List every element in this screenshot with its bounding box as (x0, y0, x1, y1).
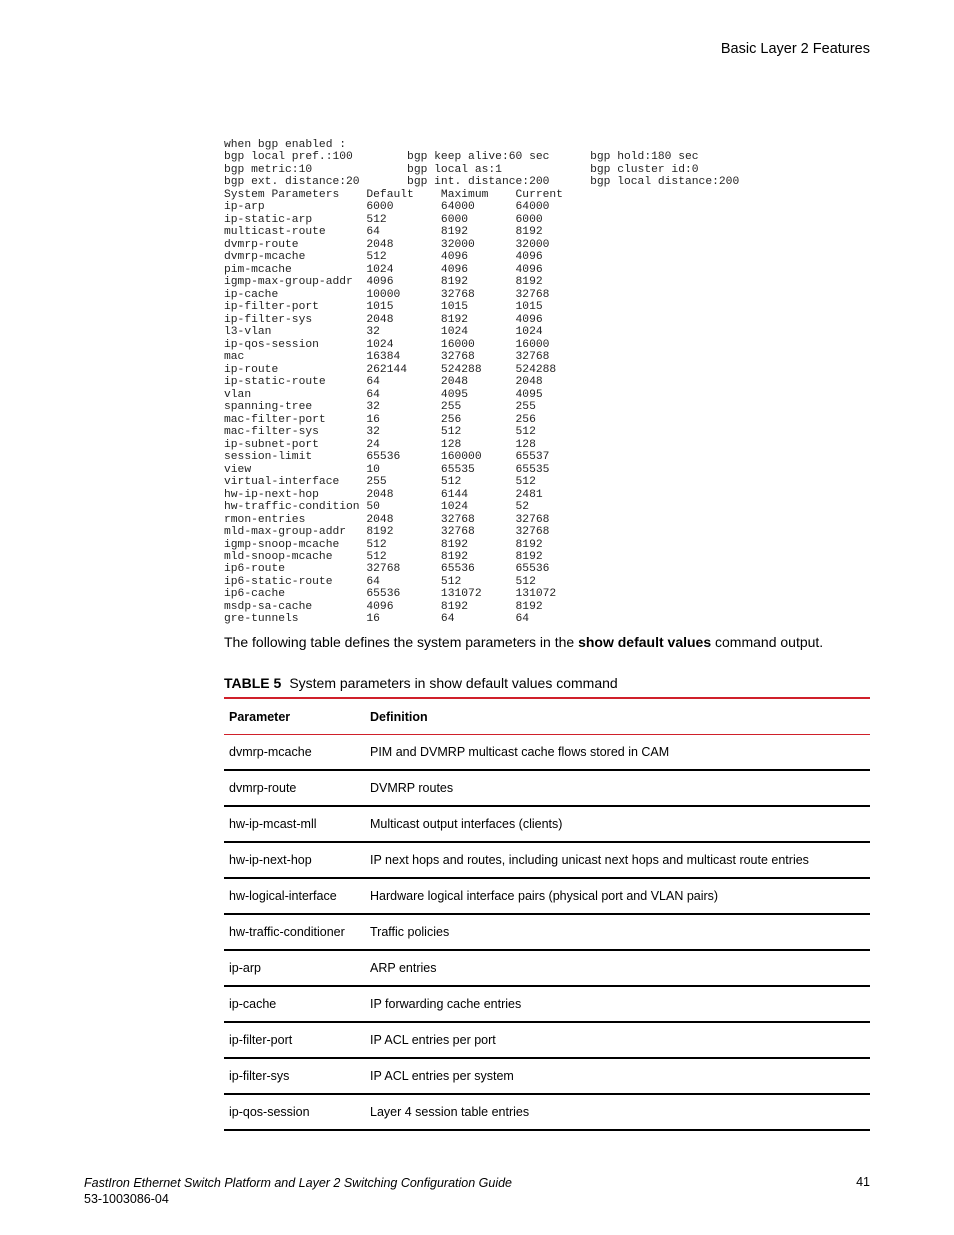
table-row (224, 914, 870, 950)
cli-line: hw-ip-next-hop 2048 6144 2481 (224, 488, 543, 501)
definition-cell: DVMRP routes (365, 770, 870, 806)
parameter-cell: dvmrp-mcache (224, 735, 365, 771)
parameter-cell: ip-arp (224, 950, 365, 986)
column-header-definition: Definition (365, 698, 870, 735)
table-header-row (224, 698, 870, 735)
cli-line: ip-static-arp 512 6000 6000 (224, 213, 543, 226)
parameter-cell: hw-logical-interface (224, 878, 365, 914)
table-row (224, 950, 870, 986)
cli-line: ip-filter-port 1015 1015 1015 (224, 301, 543, 314)
cli-line: session-limit 65536 160000 65537 (224, 451, 550, 464)
cli-line: dvmrp-route 2048 32000 32000 (224, 238, 550, 251)
cli-line: ip6-static-route 64 512 512 (224, 575, 536, 588)
running-header: Basic Layer 2 Features (720, 41, 870, 57)
definition-cell: Traffic policies (365, 914, 870, 950)
cli-line: when bgp enabled : (224, 139, 347, 151)
cli-line: bgp ext. distance:20 bgp int. distance:200 bgp local distance:200 (224, 176, 740, 189)
cli-line: multicast-route 64 8192 8192 (224, 226, 543, 239)
table-row (224, 806, 870, 842)
intro-paragraph (224, 634, 823, 650)
parameter-cell: ip-cache (224, 986, 365, 1022)
cli-line: dvmrp-mcache 512 4096 4096 (224, 251, 543, 264)
table-row (224, 1058, 870, 1094)
cli-line: spanning-tree 32 255 255 (224, 401, 536, 414)
parameter-cell: hw-traffic-conditioner (224, 914, 365, 950)
cli-line: ip6-route 32768 65536 65536 (224, 563, 550, 576)
parameter-cell: hw-ip-next-hop (224, 842, 365, 878)
intro-text-before: The following table defines the system parameters in the (224, 634, 579, 650)
definition-cell: IP next hops and routes, including unicast next hops and multicast route entries (365, 842, 870, 878)
parameter-cell: hw-ip-mcast-mll (224, 806, 365, 842)
cli-line: ip-qos-session 1024 16000 16000 (224, 338, 550, 351)
cli-line: ip-static-route 64 2048 2048 (224, 376, 543, 389)
table-row (224, 986, 870, 1022)
definition-cell: IP ACL entries per port (365, 1022, 870, 1058)
cli-line: System Parameters Default Maximum Current (224, 188, 563, 201)
column-header-parameter: Parameter (224, 698, 365, 735)
footer-title: FastIron Ethernet Switch Platform and Layer 2 Switching Configuration Guide (84, 1176, 512, 1190)
cli-line: vlan 64 4095 4095 (224, 388, 543, 401)
table-row (224, 735, 870, 771)
table-row (224, 1094, 870, 1130)
cli-line: mac 16384 32768 32768 (224, 351, 550, 364)
table-row (224, 878, 870, 914)
footer-doc-info (84, 1175, 512, 1207)
cli-line: bgp metric:10 bgp local as:1 bgp cluster id:0 (224, 163, 699, 176)
parameter-cell: ip-qos-session (224, 1094, 365, 1130)
definition-cell: Hardware logical interface pairs (physical port and VLAN pairs) (365, 878, 870, 914)
cli-line: mld-snoop-mcache 512 8192 8192 (224, 550, 543, 563)
cli-output (224, 139, 739, 626)
definition-cell: Layer 4 session table entries (365, 1094, 870, 1130)
cli-line: ip-filter-sys 2048 8192 4096 (224, 313, 543, 326)
cli-line: msdp-sa-cache 4096 8192 8192 (224, 600, 543, 613)
command-name: show default values (578, 634, 712, 650)
cli-line: virtual-interface 255 512 512 (224, 476, 536, 489)
table-row (224, 1022, 870, 1058)
table-label: TABLE 5 (224, 675, 282, 691)
table-row (224, 770, 870, 806)
cli-line: l3-vlan 32 1024 1024 (224, 326, 543, 339)
intro-text-after: command output. (711, 634, 824, 650)
cli-line: ip-arp 6000 64000 64000 (224, 201, 550, 214)
cli-line: igmp-snoop-mcache 512 8192 8192 (224, 538, 543, 551)
definition-cell: PIM and DVMRP multicast cache flows stored in CAM (365, 735, 870, 771)
cli-line: view 10 65535 65535 (224, 463, 550, 476)
cli-line: ip-cache 10000 32768 32768 (224, 288, 550, 301)
cli-line: rmon-entries 2048 32768 32768 (224, 513, 550, 526)
cli-line: mac-filter-sys 32 512 512 (224, 426, 536, 439)
table-caption (224, 675, 618, 691)
cli-line: mac-filter-port 16 256 256 (224, 413, 536, 426)
cli-line: mld-max-group-addr 8192 32768 32768 (224, 526, 550, 539)
table-row (224, 842, 870, 878)
table-title: System parameters in show default values command (289, 675, 618, 691)
cli-line: gre-tunnels 16 64 64 (224, 613, 530, 626)
cli-line: bgp local pref.:100 bgp keep alive:60 sec bgp hold:180 sec (224, 151, 699, 164)
parameter-cell: ip-filter-port (224, 1022, 365, 1058)
parameter-cell: dvmrp-route (224, 770, 365, 806)
cli-line: ip6-cache 65536 131072 131072 (224, 588, 557, 601)
cli-line: igmp-max-group-addr 4096 8192 8192 (224, 276, 543, 289)
parameters-table (224, 697, 870, 1131)
page-number: 41 (856, 1175, 870, 1189)
footer-doc-number: 53-1003086-04 (84, 1192, 169, 1206)
cli-line: pim-mcache 1024 4096 4096 (224, 263, 543, 276)
definition-cell: ARP entries (365, 950, 870, 986)
cli-line: hw-traffic-condition 50 1024 52 (224, 501, 530, 514)
definition-cell: IP ACL entries per system (365, 1058, 870, 1094)
definition-cell: IP forwarding cache entries (365, 986, 870, 1022)
cli-line: ip-route 262144 524288 524288 (224, 363, 557, 376)
cli-line: ip-subnet-port 24 128 128 (224, 438, 536, 451)
parameter-cell: ip-filter-sys (224, 1058, 365, 1094)
definition-cell: Multicast output interfaces (clients) (365, 806, 870, 842)
